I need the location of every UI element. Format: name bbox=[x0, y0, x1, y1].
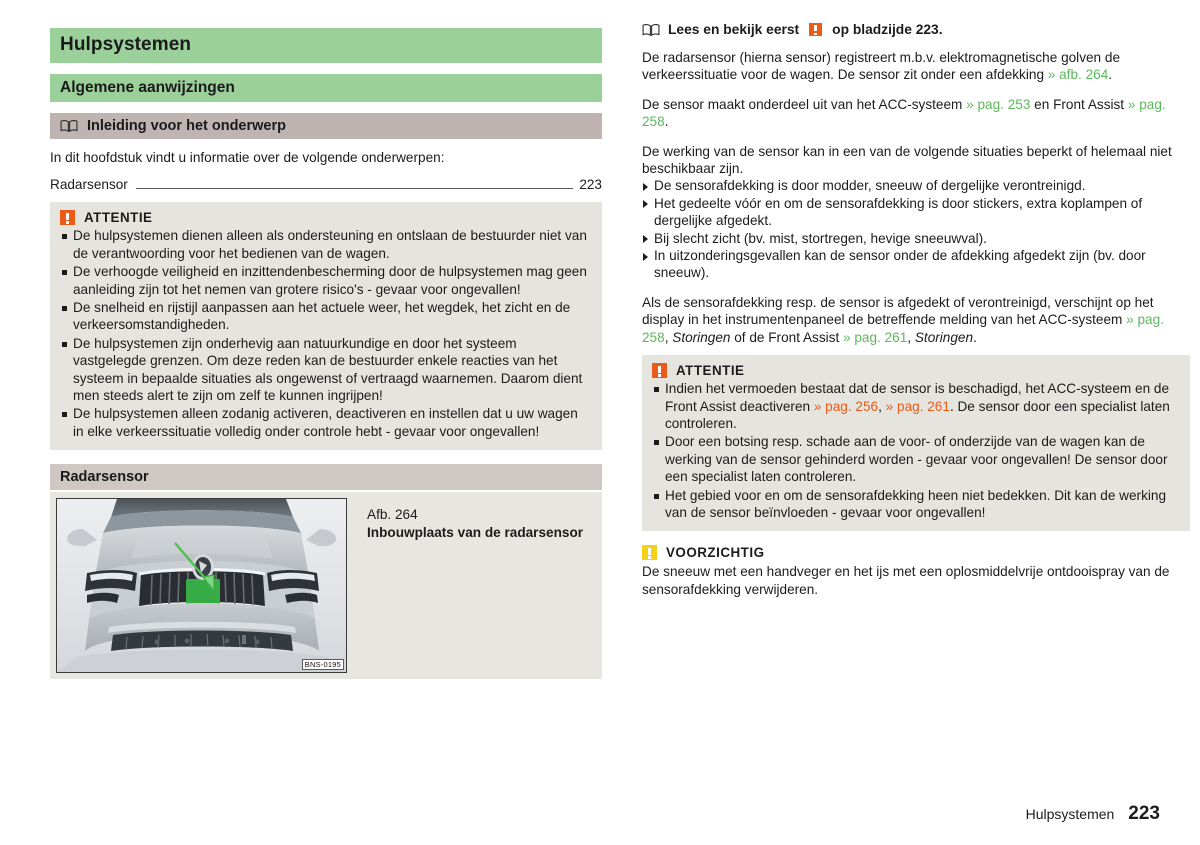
figure-image bbox=[56, 498, 347, 673]
attention-box-left-title: ATTENTIE bbox=[84, 210, 153, 226]
attention-box-right-header bbox=[652, 363, 1180, 378]
attention-box-left-body bbox=[60, 227, 592, 440]
caution-exclamation-icon bbox=[642, 545, 657, 560]
attention-box-right-body bbox=[652, 380, 1180, 521]
page-footer bbox=[1026, 803, 1160, 825]
paragraph-sensor-systems bbox=[642, 96, 1190, 131]
read-first-note bbox=[642, 22, 1190, 37]
figure-caption bbox=[353, 492, 583, 679]
right-column bbox=[642, 0, 1190, 679]
caution-title: VOORZICHTIG bbox=[666, 545, 765, 561]
book-icon bbox=[60, 119, 78, 133]
warning-exclamation-icon bbox=[809, 23, 822, 36]
caution-text: De sneeuw met een handveger en het ijs met een oplosmiddelvrije ontdooispray van de sensorafdekking verwijderen. bbox=[642, 564, 1170, 597]
paragraph-display-message-text1: Als de sensorafdekking resp. de sensor is afgedekt of verontreinigd, verschijnt op het display in het instrumentenpaneel de betreffende melding van het ACC-systeem bbox=[642, 294, 1154, 328]
topic-heading bbox=[50, 113, 602, 139]
paragraph-sensor-intro-text2: . bbox=[1108, 67, 1113, 83]
footer-chapter-label: Hulpsystemen bbox=[1025, 806, 1115, 822]
subsection-heading-radarsensor: Radarsensor bbox=[50, 464, 602, 490]
limitations-list-item: In uitzonderingsgevallen kan de sensor onder de afdekking afgedekt zijn (bv. door sneeuw). bbox=[642, 247, 1190, 282]
attention-bullet: De hulpsystemen alleen zodanig activeren, deactiveren en instellen dat u uw wagen in elke verkeerssituatie volledig onder controle hebt - gevaar voor ongevallen! bbox=[60, 405, 592, 440]
toc-leader-line bbox=[136, 188, 573, 189]
read-first-suffix: op bladzijde 223. bbox=[832, 22, 943, 37]
limitations-list-item: De sensorafdekking is door modder, sneeuw of dergelijke verontreinigd. bbox=[642, 177, 1190, 194]
left-column bbox=[50, 0, 602, 679]
figure-caption-title: Afb. 264 bbox=[367, 507, 418, 523]
link-pag-261-b[interactable]: » pag. 261 bbox=[885, 398, 950, 414]
paragraph-display-message-text3: of de Front Assist bbox=[730, 329, 844, 345]
paragraph-display-message-text2: , bbox=[664, 329, 673, 345]
paragraph-limitations-intro: De werking van de sensor kan in een van de volgende situaties beperkt of helemaal niet beschikbaar zijn. bbox=[642, 143, 1172, 177]
paragraph-display-message-text4: , bbox=[907, 329, 915, 345]
caution-header bbox=[642, 545, 1190, 560]
attention-bullet bbox=[652, 380, 1180, 432]
toc-entry-radarsensor[interactable] bbox=[50, 177, 602, 193]
paragraph-display-message bbox=[642, 294, 1190, 346]
attention-box-right bbox=[642, 355, 1190, 531]
link-pag-253[interactable]: » pag. 253 bbox=[966, 96, 1031, 112]
topic-heading-label: Inleiding voor het onderwerp bbox=[87, 118, 286, 134]
attention-bullet-text1: Indien het vermoeden bestaat dat de sensor is beschadigd, het ACC-systeem en de Front Assist deactiveren bbox=[665, 381, 1170, 414]
figure-caption-text: Inbouwplaats van de radarsensor bbox=[367, 524, 584, 540]
attention-bullet-text2: , bbox=[878, 398, 886, 414]
section-heading: Algemene aanwijzingen bbox=[50, 74, 602, 102]
footer-page-number: 223 bbox=[1128, 803, 1160, 824]
paragraph-sensor-systems-text1: De sensor maakt onderdeel uit van het ACC-systeem bbox=[642, 96, 967, 112]
warning-exclamation-icon bbox=[652, 363, 667, 378]
read-first-prefix: Lees en bekijk eerst bbox=[668, 22, 800, 37]
paragraph-sensor-intro-text1: De radarsensor (hierna sensor) registreert m.b.v. elektromagnetische golven de verkeerssituatie voor de wagen. De sensor zit onder een afdekking bbox=[642, 50, 1121, 83]
ref-storingen-acc: Storingen bbox=[672, 329, 731, 345]
link-pag-258-b[interactable]: » pag. 258 bbox=[642, 312, 1164, 345]
figure-radarsensor bbox=[50, 492, 602, 679]
attention-box-right-title: ATTENTIE bbox=[676, 363, 745, 379]
paragraph-sensor-systems-text2: en Front Assist bbox=[1030, 96, 1128, 112]
limitations-list-item: Het gedeelte vóór en om de sensorafdekking is door stickers, extra koplampen of dergelijke afgedekt. bbox=[642, 195, 1190, 230]
paragraph-sensor-intro bbox=[642, 49, 1190, 84]
limitations-list-item: Bij slecht zicht (bv. mist, stortregen, hevige sneeuwval). bbox=[642, 230, 1190, 247]
attention-bullet: De hulpsystemen zijn onderhevig aan natuurkundige en door het systeem vastgelegde grenzen. Om deze reden kan de bestuurder enkele reacties van het systeem in bepaalde situaties als ongewenst of vertraagd waarnemen. Daarom dient men steeds alert te zijn om zelf te kunnen ingrijpen! bbox=[60, 335, 592, 405]
attention-bullet: De verhoogde veiligheid en inzittendenbescherming door de hulpsystemen mag geen aanleiding zijn tot het nemen van grotere risico's - gevaar voor ongevallen! bbox=[60, 263, 592, 298]
paragraph-sensor-systems-text3: . bbox=[664, 114, 669, 130]
attention-bullet: De hulpsystemen dienen alleen als ondersteuning en ontslaan de bestuurder niet van de verantwoording voor het bedienen van de wagen. bbox=[60, 227, 592, 262]
paragraph-display-message-text5: . bbox=[973, 329, 977, 345]
toc-entry-page: 223 bbox=[579, 177, 602, 193]
attention-bullet-text3: . De sensor door een specialist laten controleren. bbox=[665, 398, 1170, 431]
link-pag-256[interactable]: » pag. 256 bbox=[813, 398, 879, 414]
book-icon bbox=[642, 23, 660, 37]
toc-entry-label: Radarsensor bbox=[50, 177, 128, 193]
figure-image-code: BNS-0195 bbox=[302, 659, 344, 670]
ref-storingen-front-assist: Storingen bbox=[914, 329, 974, 345]
link-afb-264[interactable]: » afb. 264 bbox=[1047, 67, 1109, 83]
attention-box-left-header bbox=[60, 210, 592, 225]
attention-bullet: De snelheid en rijstijl aanpassen aan het actuele weer, het wegdek, het zicht en de verkeersomstandigheden. bbox=[60, 299, 592, 334]
intro-paragraph: In dit hoofdstuk vindt u informatie over de volgende onderwerpen: bbox=[50, 150, 445, 165]
limitations-list bbox=[642, 177, 1190, 281]
link-pag-258-a[interactable]: » pag. 258 bbox=[642, 96, 1166, 130]
attention-box-left bbox=[50, 202, 602, 450]
warning-exclamation-icon bbox=[60, 210, 75, 225]
link-pag-261-a[interactable]: » pag. 261 bbox=[843, 329, 908, 345]
attention-bullet: Door een botsing resp. schade aan de voor- of onderzijde van de wagen kan de werking van de sensor gehinderd worden - gevaar voor ongevallen! De sensor door een specialist laten controleren. bbox=[652, 433, 1180, 485]
chapter-heading: Hulpsystemen bbox=[50, 28, 602, 63]
attention-bullet: Het gebied voor en om de sensorafdekking heen niet bedekken. Dit kan de werking van de sensor beïnvloeden - gevaar voor ongevallen! bbox=[652, 487, 1180, 522]
